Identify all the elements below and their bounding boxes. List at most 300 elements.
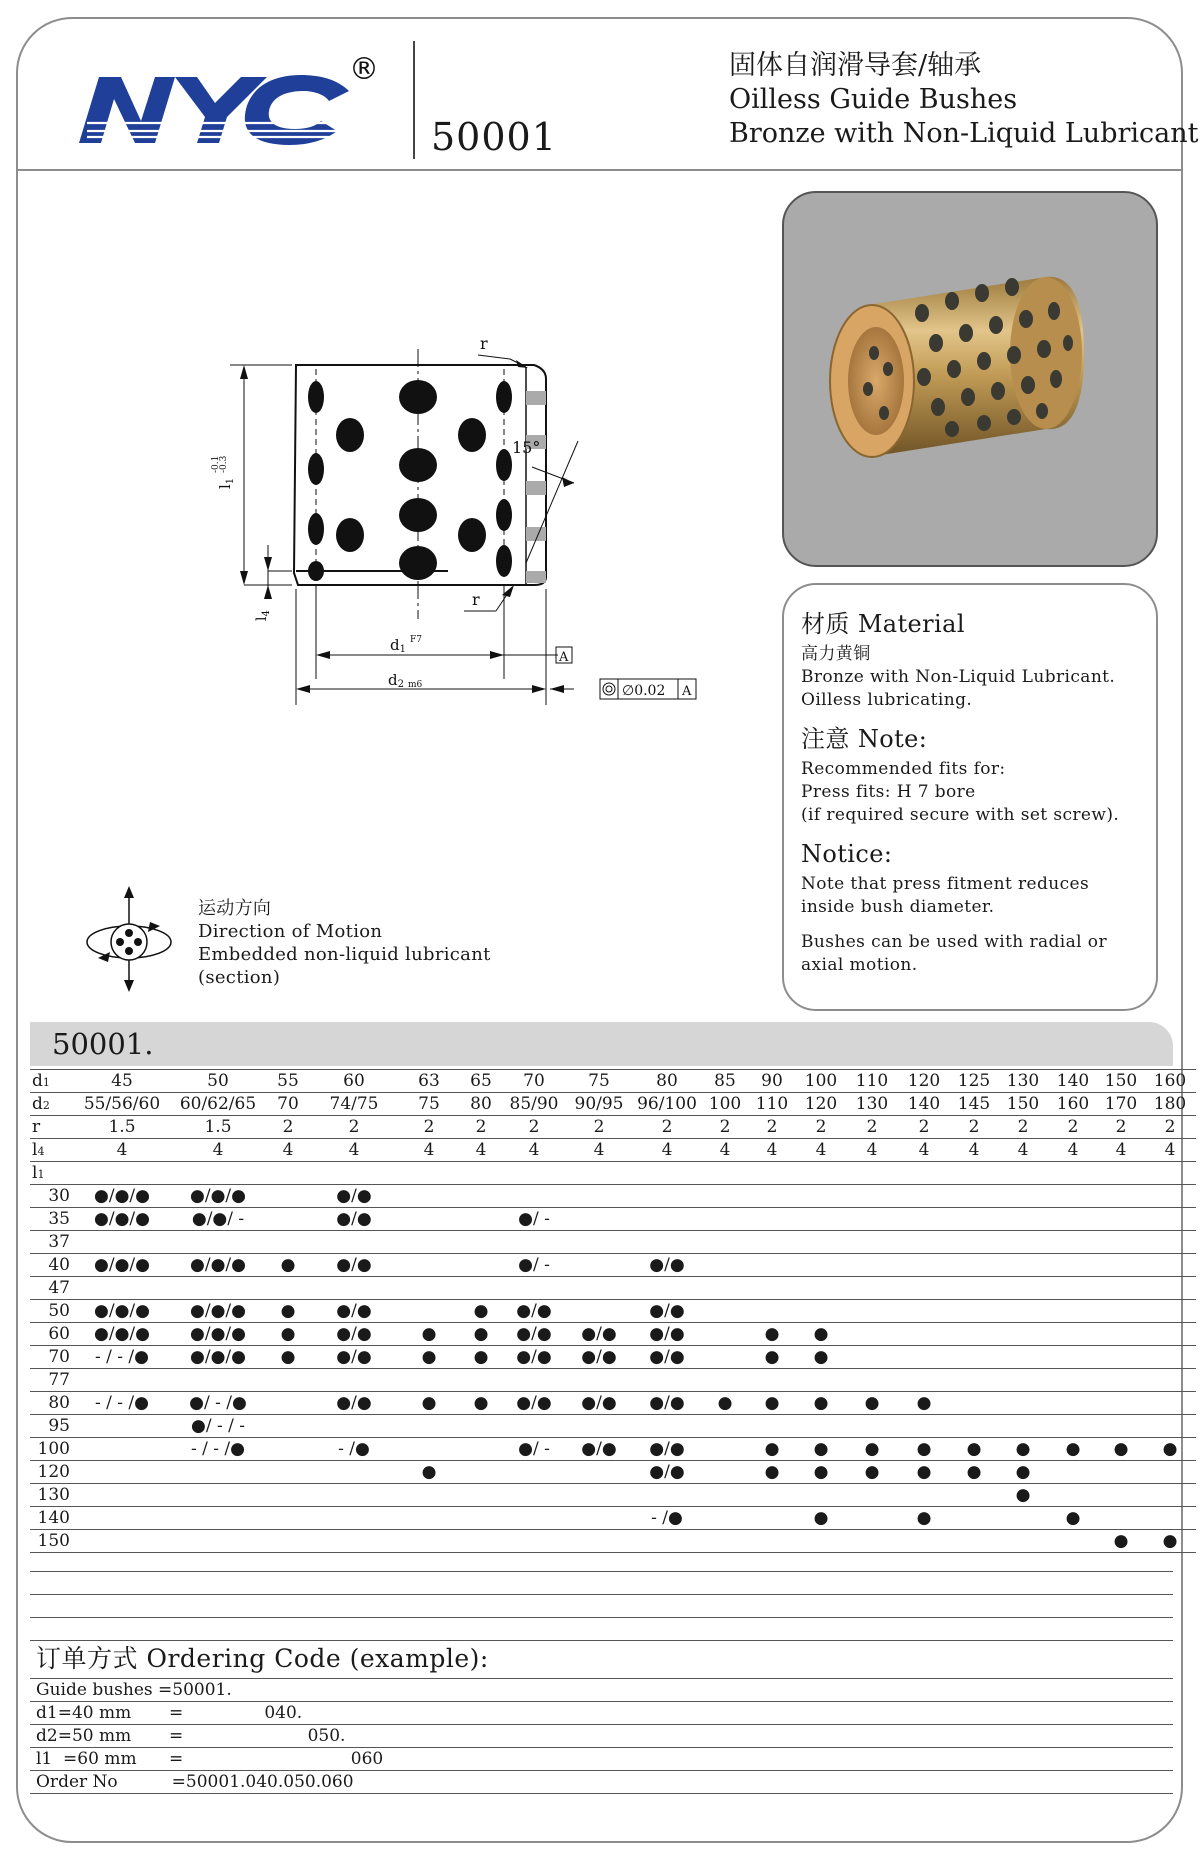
availability-cell (170, 1461, 266, 1484)
technical-drawing (168, 334, 768, 829)
l1-header-row-empty (74, 1162, 170, 1185)
d1-row-value: 140 (1048, 1070, 1098, 1093)
table-row (30, 1277, 1196, 1300)
availability-cell: ● (796, 1392, 846, 1415)
availability-cell (566, 1461, 632, 1484)
availability-cell: ● (1048, 1438, 1098, 1461)
availability-cell (702, 1369, 748, 1392)
availability-cell (632, 1369, 702, 1392)
d1-row-value: 160 (1144, 1070, 1196, 1093)
availability-cell (566, 1484, 632, 1507)
availability-cell (998, 1507, 1048, 1530)
d1-row-value: 70 (502, 1070, 566, 1093)
availability-cell (846, 1507, 898, 1530)
availability-cell (950, 1323, 998, 1346)
availability-cell: ●/●/● (74, 1254, 170, 1277)
l4-row-value: 4 (796, 1139, 846, 1162)
availability-cell (460, 1231, 502, 1254)
availability-cell (460, 1208, 502, 1231)
availability-cell (898, 1277, 950, 1300)
availability-cell: ●/ - (502, 1208, 566, 1231)
availability-cell: ● (1048, 1507, 1098, 1530)
spec-table (30, 1069, 1196, 1553)
availability-cell (502, 1507, 566, 1530)
r-row-value: 2 (502, 1116, 566, 1139)
availability-cell (310, 1231, 398, 1254)
availability-cell (998, 1231, 1048, 1254)
availability-cell (702, 1438, 748, 1461)
availability-cell: ● (846, 1438, 898, 1461)
availability-cell: ●/● (566, 1346, 632, 1369)
availability-cell (1144, 1300, 1196, 1323)
title-en-2: Bronze with Non-Liquid Lubricant (729, 118, 1199, 149)
availability-cell (998, 1208, 1048, 1231)
series-bar (30, 1022, 1173, 1066)
availability-cell (796, 1484, 846, 1507)
availability-cell: ●/● (632, 1323, 702, 1346)
availability-cell (566, 1208, 632, 1231)
motion-line-3: (section) (198, 967, 281, 988)
availability-cell (1144, 1208, 1196, 1231)
availability-cell (1048, 1300, 1098, 1323)
availability-cell (796, 1208, 846, 1231)
availability-cell (74, 1484, 170, 1507)
note-line-3: (if required secure with set screw). (801, 805, 1120, 825)
availability-cell (266, 1415, 310, 1438)
availability-cell (702, 1254, 748, 1277)
availability-cell (1048, 1277, 1098, 1300)
angle-label: 15° (512, 438, 541, 457)
d1-row-value: 80 (632, 1070, 702, 1093)
l4-row-value: 4 (846, 1139, 898, 1162)
product-code: 50001 (431, 115, 557, 159)
availability-cell (460, 1438, 502, 1461)
d2-row-value: 180 (1144, 1093, 1196, 1116)
availability-cell (702, 1507, 748, 1530)
availability-cell (1098, 1254, 1144, 1277)
availability-cell: - /● (632, 1507, 702, 1530)
table-row (30, 1484, 1196, 1507)
l1-length: 100 (30, 1438, 74, 1461)
r-row-value: 2 (846, 1116, 898, 1139)
blank-row (30, 1618, 1173, 1641)
r-row-value: 2 (460, 1116, 502, 1139)
r-row-value: 2 (1098, 1116, 1144, 1139)
availability-cell (846, 1208, 898, 1231)
title-en-1: Oilless Guide Bushes (729, 84, 1018, 115)
l4-row-value: 4 (460, 1139, 502, 1162)
d1-row-value: 60 (310, 1070, 398, 1093)
availability-cell (950, 1484, 998, 1507)
availability-cell (502, 1277, 566, 1300)
availability-cell: ●/● (502, 1300, 566, 1323)
availability-cell (748, 1484, 796, 1507)
availability-cell (950, 1507, 998, 1530)
l1-header-row-label: l1 (30, 1162, 74, 1185)
availability-cell: ●/ - /● (170, 1392, 266, 1415)
availability-cell (998, 1254, 1048, 1277)
availability-cell (460, 1369, 502, 1392)
l4-row-value: 4 (898, 1139, 950, 1162)
availability-cell: ●/● (310, 1185, 398, 1208)
table-row (30, 1231, 1196, 1254)
availability-cell: ● (748, 1392, 796, 1415)
l1-label: $l_1$ (216, 477, 236, 489)
d1-row-value: 125 (950, 1070, 998, 1093)
table-row (30, 1507, 1196, 1530)
l1-header-row-empty (998, 1162, 1048, 1185)
availability-cell (702, 1231, 748, 1254)
tolerance-datum: A (682, 684, 692, 699)
availability-cell (398, 1438, 460, 1461)
availability-cell: ● (266, 1300, 310, 1323)
availability-cell (1048, 1185, 1098, 1208)
availability-cell (566, 1185, 632, 1208)
availability-cell (460, 1277, 502, 1300)
availability-cell (1048, 1484, 1098, 1507)
r-row-value: 2 (950, 1116, 998, 1139)
availability-cell (1144, 1231, 1196, 1254)
motion-line-1: Direction of Motion (198, 921, 383, 942)
availability-cell (796, 1254, 846, 1277)
d2-row-value: 60/62/65 (170, 1093, 266, 1116)
availability-cell (74, 1277, 170, 1300)
availability-cell (266, 1438, 310, 1461)
availability-cell (796, 1185, 846, 1208)
availability-cell (566, 1277, 632, 1300)
l1-header-row-empty (502, 1162, 566, 1185)
motion-line-2: Embedded non-liquid lubricant (198, 944, 491, 965)
l1-length: 77 (30, 1369, 74, 1392)
series-title: 50001. (52, 1027, 154, 1061)
availability-cell: ● (398, 1461, 460, 1484)
availability-cell (1144, 1185, 1196, 1208)
ordering-line: d2=50 mm = 050. (30, 1725, 1173, 1748)
d1-row-value: 150 (1098, 1070, 1144, 1093)
availability-cell (1144, 1392, 1196, 1415)
material-panel (782, 583, 1158, 1011)
d1-label: $d1^{F7}$ (390, 635, 422, 655)
l4-row-value: 4 (702, 1139, 748, 1162)
availability-cell: ●/●/ - (170, 1208, 266, 1231)
table-row (30, 1392, 1196, 1415)
l1-header-row-empty (632, 1162, 702, 1185)
material-line-1: Bronze with Non-Liquid Lubricant. (801, 667, 1116, 687)
availability-cell (1048, 1369, 1098, 1392)
availability-cell (502, 1231, 566, 1254)
note-line-2: Press fits: H 7 bore (801, 782, 976, 802)
ordering-table (30, 1678, 1173, 1794)
d2-row-value: 55/56/60 (74, 1093, 170, 1116)
availability-cell (398, 1208, 460, 1231)
availability-cell: ●/● (566, 1392, 632, 1415)
table-row (30, 1369, 1196, 1392)
availability-cell (398, 1484, 460, 1507)
l1-header-row-empty (460, 1162, 502, 1185)
l1-header-row-empty (1048, 1162, 1098, 1185)
d2-row-value: 75 (398, 1093, 460, 1116)
availability-cell: ●/●/● (170, 1323, 266, 1346)
blank-row (30, 1572, 1173, 1595)
availability-cell (566, 1415, 632, 1438)
datum-a: A (559, 650, 569, 665)
availability-cell (846, 1415, 898, 1438)
tolerance-value: ∅0.02 (622, 683, 666, 699)
motion-direction-icon (80, 884, 178, 994)
d2-row-value: 90/95 (566, 1093, 632, 1116)
availability-cell (950, 1369, 998, 1392)
availability-cell (998, 1185, 1048, 1208)
l4-row-label: l4 (30, 1139, 74, 1162)
availability-cell (266, 1185, 310, 1208)
l1-header-row-empty (398, 1162, 460, 1185)
l1-header-row-empty (1098, 1162, 1144, 1185)
notice-line-4: axial motion. (801, 955, 918, 975)
availability-cell (748, 1277, 796, 1300)
l1-header-row-empty (898, 1162, 950, 1185)
d2-row-value: 130 (846, 1093, 898, 1116)
availability-cell (566, 1369, 632, 1392)
d1-row-value: 85 (702, 1070, 748, 1093)
availability-cell (632, 1208, 702, 1231)
availability-cell (632, 1415, 702, 1438)
availability-cell (748, 1231, 796, 1254)
l4-row-value: 4 (170, 1139, 266, 1162)
availability-cell: ●/●/● (74, 1208, 170, 1231)
availability-cell: ● (796, 1461, 846, 1484)
l1-length: 80 (30, 1392, 74, 1415)
r-row-value: 2 (796, 1116, 846, 1139)
availability-cell (566, 1254, 632, 1277)
availability-cell (266, 1277, 310, 1300)
l4-row-value: 4 (310, 1139, 398, 1162)
r-row-value: 2 (702, 1116, 748, 1139)
d2-row-value: 140 (898, 1093, 950, 1116)
availability-cell (1048, 1392, 1098, 1415)
table-row (30, 1254, 1196, 1277)
table-row (30, 1323, 1196, 1346)
blank-row (30, 1549, 1173, 1572)
availability-cell (310, 1369, 398, 1392)
availability-cell (460, 1461, 502, 1484)
nyc-logo (57, 39, 387, 159)
d2-row-value: 160 (1048, 1093, 1098, 1116)
availability-cell (898, 1254, 950, 1277)
r-row-label: r (30, 1116, 74, 1139)
availability-cell: ● (748, 1438, 796, 1461)
l4-row-value: 4 (74, 1139, 170, 1162)
table-row (30, 1208, 1196, 1231)
availability-cell (702, 1277, 748, 1300)
availability-cell (460, 1185, 502, 1208)
availability-cell: ● (898, 1461, 950, 1484)
availability-cell (1098, 1461, 1144, 1484)
l1-length: 150 (30, 1530, 74, 1553)
ordering-title: 订单方式 Ordering Code (example): (36, 1644, 489, 1673)
r-row-value: 2 (266, 1116, 310, 1139)
table-row (30, 1300, 1196, 1323)
availability-cell (846, 1185, 898, 1208)
availability-cell: ● (748, 1346, 796, 1369)
availability-cell (74, 1461, 170, 1484)
availability-cell (1098, 1392, 1144, 1415)
logo-letters (79, 75, 349, 145)
l4-row-value: 4 (998, 1139, 1048, 1162)
availability-cell (566, 1300, 632, 1323)
availability-cell: ● (748, 1323, 796, 1346)
notice-line-1: Note that press fitment reduces (801, 874, 1090, 894)
availability-cell: ●/● (632, 1392, 702, 1415)
d2-row-value: 120 (796, 1093, 846, 1116)
l1-length: 70 (30, 1346, 74, 1369)
product-photo (784, 193, 1156, 565)
l1-length: 47 (30, 1277, 74, 1300)
d2-row-label: d2 (30, 1093, 74, 1116)
availability-cell: ● (950, 1461, 998, 1484)
availability-cell: - / - /● (74, 1392, 170, 1415)
l4-row-value: 4 (1144, 1139, 1196, 1162)
l1-header-row-empty (796, 1162, 846, 1185)
availability-cell (950, 1415, 998, 1438)
product-title (729, 49, 1198, 151)
availability-cell (632, 1231, 702, 1254)
availability-cell (398, 1277, 460, 1300)
availability-cell: ● (898, 1507, 950, 1530)
availability-cell (632, 1484, 702, 1507)
r-row-value: 2 (566, 1116, 632, 1139)
l4-row-value: 4 (950, 1139, 998, 1162)
availability-cell (460, 1507, 502, 1530)
d2-row-value: 150 (998, 1093, 1048, 1116)
material-cn: 高力黄铜 (801, 644, 871, 664)
availability-cell (846, 1231, 898, 1254)
l1-tolerance-2: -0.3 (219, 455, 229, 473)
l1-header-row-empty (950, 1162, 998, 1185)
availability-cell (266, 1461, 310, 1484)
availability-cell (998, 1346, 1048, 1369)
registered-mark: ® (349, 52, 379, 87)
availability-cell: ●/● (310, 1208, 398, 1231)
spec-table-wrap (30, 1069, 1187, 1553)
r-row-value: 2 (898, 1116, 950, 1139)
l4-label: $l_4$ (254, 610, 272, 621)
availability-cell (398, 1369, 460, 1392)
availability-cell (796, 1415, 846, 1438)
availability-cell (398, 1507, 460, 1530)
availability-cell (1048, 1346, 1098, 1369)
availability-cell (266, 1231, 310, 1254)
availability-cell (1144, 1507, 1196, 1530)
ordering-row (30, 1771, 1173, 1794)
availability-cell: ●/● (310, 1392, 398, 1415)
availability-cell (998, 1277, 1048, 1300)
table-row (30, 1461, 1196, 1484)
l4-row-value: 4 (1098, 1139, 1144, 1162)
l1-length: 120 (30, 1461, 74, 1484)
l1-length: 140 (30, 1507, 74, 1530)
availability-cell (170, 1277, 266, 1300)
l1-header-row-empty (566, 1162, 632, 1185)
availability-cell: ●/● (310, 1346, 398, 1369)
material-heading: 材质 Material (801, 610, 965, 638)
ordering-line: d1=40 mm = 040. (30, 1702, 1173, 1725)
availability-cell (702, 1323, 748, 1346)
ordering-row (30, 1725, 1173, 1748)
availability-cell (748, 1185, 796, 1208)
availability-cell: ● (846, 1392, 898, 1415)
availability-cell (74, 1415, 170, 1438)
availability-cell (266, 1507, 310, 1530)
availability-cell (398, 1300, 460, 1323)
availability-cell (898, 1346, 950, 1369)
notice-line-2: inside bush diameter. (801, 897, 995, 917)
availability-cell (170, 1507, 266, 1530)
r-row-value: 2 (748, 1116, 796, 1139)
r-row (30, 1116, 1196, 1139)
availability-cell (1048, 1461, 1098, 1484)
availability-cell: ● (460, 1392, 502, 1415)
d1-row-value: 75 (566, 1070, 632, 1093)
availability-cell: ● (398, 1346, 460, 1369)
availability-cell (460, 1484, 502, 1507)
availability-cell (950, 1208, 998, 1231)
availability-cell (950, 1185, 998, 1208)
d2-row (30, 1093, 1196, 1116)
availability-cell (170, 1369, 266, 1392)
availability-cell: ●/● (632, 1254, 702, 1277)
availability-cell (266, 1484, 310, 1507)
availability-cell: ● (998, 1484, 1048, 1507)
availability-cell (846, 1300, 898, 1323)
availability-cell: ●/ - (502, 1254, 566, 1277)
ordering-row (30, 1679, 1173, 1702)
availability-cell: ●/● (632, 1300, 702, 1323)
d2-row-value: 96/100 (632, 1093, 702, 1116)
availability-cell (1098, 1323, 1144, 1346)
availability-cell: ●/● (310, 1254, 398, 1277)
d2-row-value: 80 (460, 1093, 502, 1116)
availability-cell (846, 1484, 898, 1507)
availability-cell (74, 1507, 170, 1530)
l4-row-value: 4 (266, 1139, 310, 1162)
availability-cell (266, 1392, 310, 1415)
l1-length: 35 (30, 1208, 74, 1231)
r-row-value: 2 (632, 1116, 702, 1139)
availability-cell: ● (460, 1323, 502, 1346)
availability-cell (950, 1392, 998, 1415)
availability-cell (1144, 1254, 1196, 1277)
availability-cell (748, 1415, 796, 1438)
r-row-value: 2 (310, 1116, 398, 1139)
availability-cell: ●/● (502, 1346, 566, 1369)
availability-cell (566, 1231, 632, 1254)
availability-cell (796, 1369, 846, 1392)
d2-row-value: 110 (748, 1093, 796, 1116)
l4-row (30, 1139, 1196, 1162)
availability-cell: ●/● (566, 1323, 632, 1346)
availability-cell (502, 1185, 566, 1208)
availability-cell (398, 1254, 460, 1277)
availability-cell: ●/ - (502, 1438, 566, 1461)
availability-cell: ●/●/● (74, 1185, 170, 1208)
d2-row-value: 74/75 (310, 1093, 398, 1116)
l4-row-value: 4 (398, 1139, 460, 1162)
availability-cell (950, 1231, 998, 1254)
availability-cell (1144, 1323, 1196, 1346)
availability-cell (998, 1415, 1048, 1438)
availability-cell: ●/● (632, 1346, 702, 1369)
availability-cell: - /● (310, 1438, 398, 1461)
